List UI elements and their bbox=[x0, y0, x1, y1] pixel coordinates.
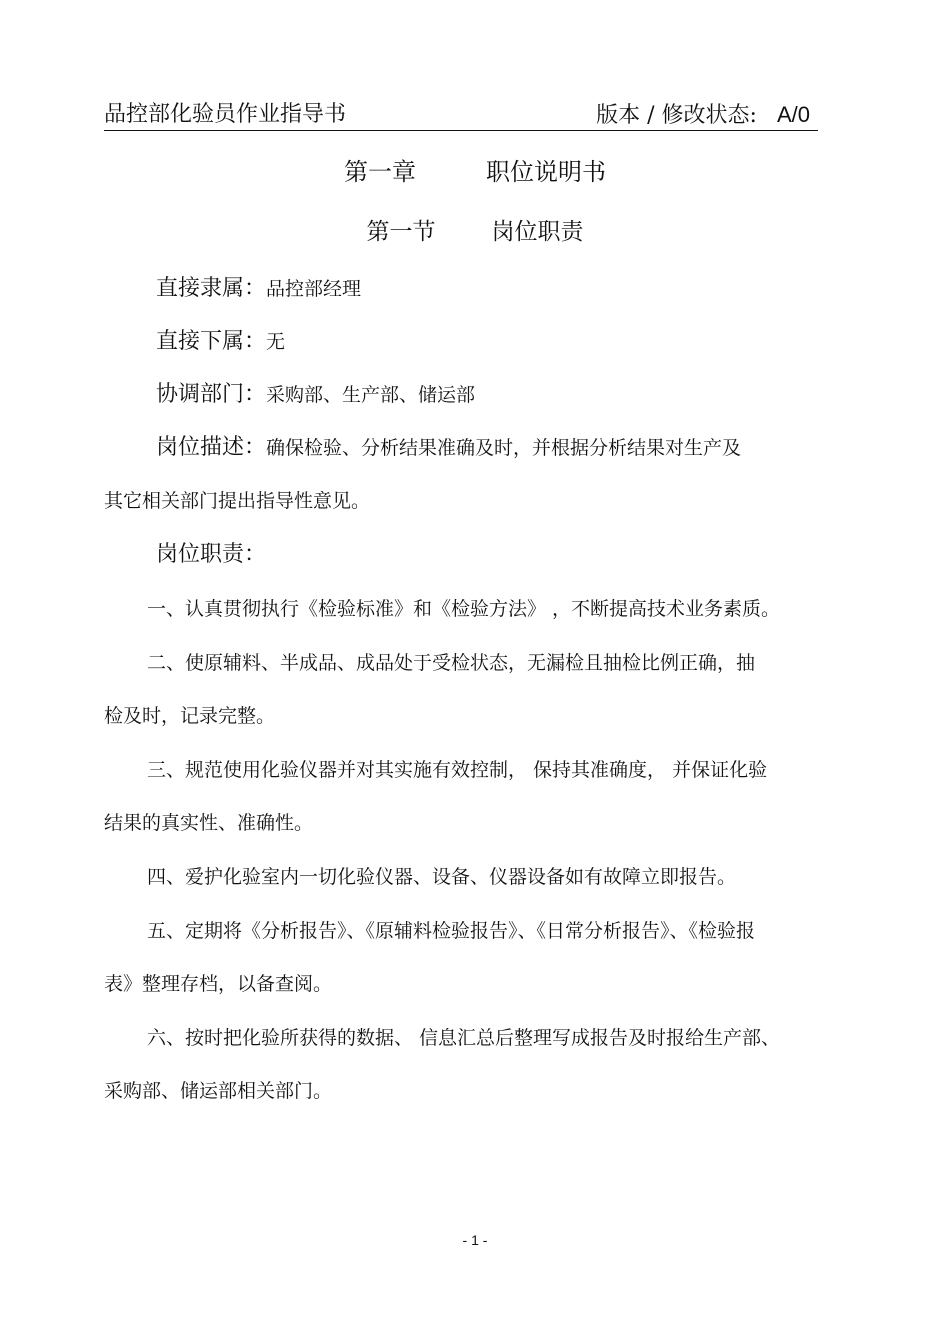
version-status bbox=[596, 100, 810, 131]
field-coordinating-departments bbox=[156, 380, 475, 411]
version-label: 版本 / 修改状态: bbox=[596, 103, 757, 128]
duty-item-5-continuation: 表》整理存档，以备查阅。 bbox=[104, 973, 333, 995]
version-value: A/0 bbox=[776, 102, 810, 127]
field-label: 直接隶属： bbox=[156, 276, 267, 301]
field-label: 直接下属： bbox=[156, 329, 267, 354]
page-number: - 1 - bbox=[462, 1232, 488, 1248]
field-job-description bbox=[156, 433, 741, 464]
field-direct-subordinate bbox=[156, 327, 285, 358]
section-number: 第一节 bbox=[366, 219, 436, 245]
page-header bbox=[104, 100, 818, 131]
duty-item-4: 四、爱护化验室内一切化验仪器、设备、仪器设备如有故障立即报告。 bbox=[147, 866, 737, 888]
chapter-title: 职位说明书 bbox=[486, 158, 606, 186]
field-label: 协调部门： bbox=[156, 382, 267, 407]
chapter-heading bbox=[0, 155, 950, 189]
field-value: 采购部、生产部、储运部 bbox=[266, 384, 476, 406]
duty-item-6-continuation: 采购部、储运部相关部门。 bbox=[104, 1080, 333, 1102]
field-direct-superior bbox=[156, 274, 361, 305]
section-heading bbox=[0, 216, 950, 248]
duty-item-2: 二、使原辅料、半成品、成品处于受检状态，无漏检且抽检比例正确，抽 bbox=[147, 652, 756, 674]
duty-item-3-continuation: 结果的真实性、准确性。 bbox=[104, 812, 314, 834]
job-description-continuation: 其它相关部门提出指导性意见。 bbox=[104, 490, 371, 512]
field-label: 岗位描述： bbox=[156, 435, 267, 460]
duty-item-3: 三、规范使用化验仪器并对其实施有效控制， 保持其准确度， 并保证化验 bbox=[147, 759, 768, 781]
duty-item-5: 五、定期将《分析报告》、《原辅料检验报告》、《日常分析报告》、《检验报 bbox=[147, 920, 756, 942]
field-value: 无 bbox=[266, 331, 286, 353]
field-value: 品控部经理 bbox=[266, 278, 362, 300]
duty-item-2-continuation: 检及时，记录完整。 bbox=[104, 705, 276, 727]
duty-item-1: 一、认真贯彻执行《检验标准》和《检验方法》 ，不断提高技术业务素质。 bbox=[147, 598, 781, 620]
duty-item-6: 六、按时把化验所获得的数据、 信息汇总后整理写成报告及时报给生产部、 bbox=[147, 1027, 781, 1049]
chapter-number: 第一章 bbox=[344, 158, 416, 186]
duties-heading: 岗位职责： bbox=[156, 542, 267, 567]
section-title: 岗位职责 bbox=[491, 219, 584, 245]
document-title: 品控部化验员作业指导书 bbox=[104, 102, 347, 127]
field-value: 确保检验、分析结果准确及时，并根据分析结果对生产及 bbox=[266, 437, 742, 459]
